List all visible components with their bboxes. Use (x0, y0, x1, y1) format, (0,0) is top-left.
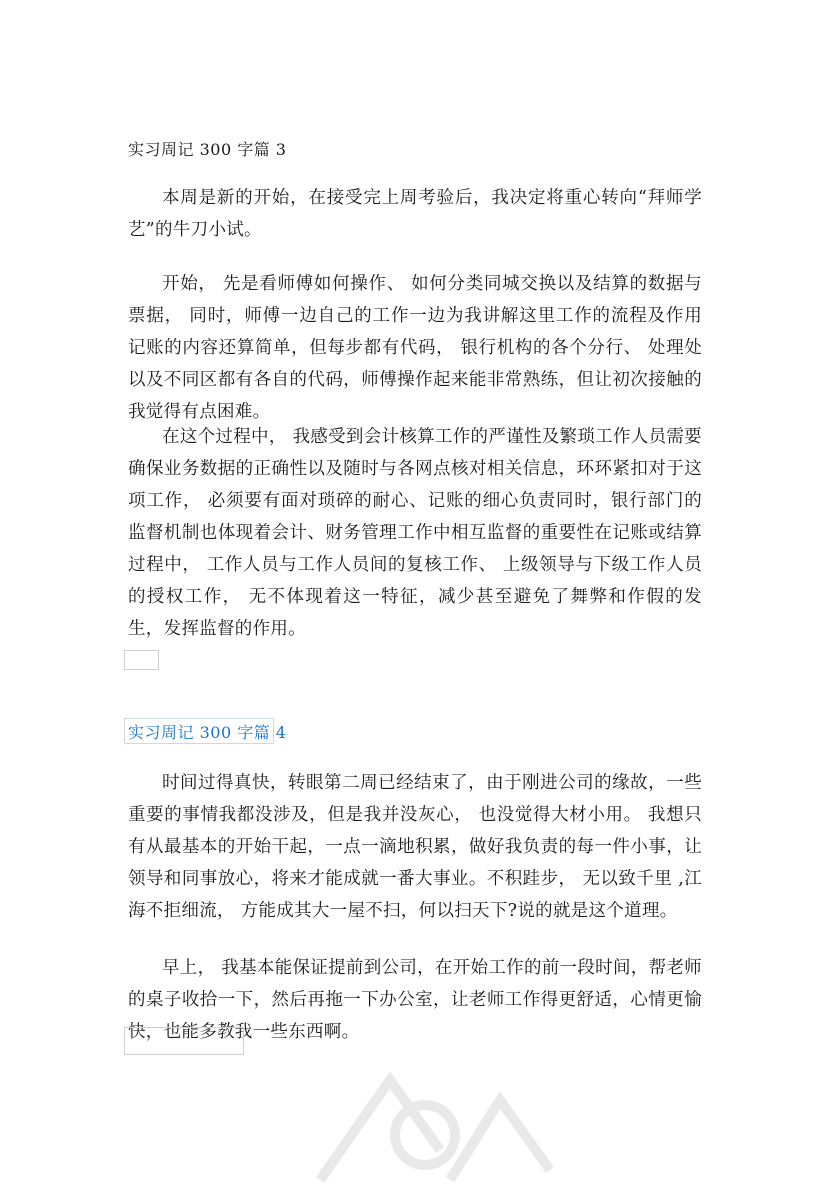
section-4-heading[interactable]: 实习周记 300 字篇 4 (128, 723, 287, 742)
section-3-paragraph-2: 开始， 先是看师傅如何操作、 如何分类同城交换以及结算的数据与票据， 同时，师傅一边自己的工作一边为我讲解这里工作的流程及作用记账的内容还算简单，但每步都有代码， 银行机构的各个分行、 处理处以及不同区都有各自的代码，师傅操作起来能非常熟练，但让初次接触的我觉得有点困难。 (128, 274, 702, 422)
section-4-paragraph-1: 时间过得真快，转眼第二周已经结束了，由于刚进公司的缘故，一些重要的事情我都没涉及，但是我并没灰心， 也没觉得大材小用。 我想只有从最基本的开始干起，一点一滴地积累，做好我负责的每一件小事，让领导和同事放心，将来才能成就一番大事业。不积跬步， 无以致千里 ,江海不拒细流， 方能成其大一屋不扫，何以扫天下?说的就是这个道理。 (128, 773, 702, 921)
selection-box (124, 1027, 244, 1055)
section-3-heading: 实习周记 300 字篇 3 (128, 140, 287, 159)
empty-field-box[interactable] (124, 650, 159, 670)
section-3-paragraph-3: 在这个过程中， 我感受到会计核算工作的严谨性及繁琐工作人员需要确保业务数据的正确性以及随时与各网点核对相关信息，环环紧扣对于这项工作， 必须要有面对琐碎的耐心、记账的细心负责同时，银行部门的监督机制也体现着会计、财务管理工作中相互监督的重要性在记账或结算过程中， 工作人员与工作人员间的复核工作、 上级领导与下级工作人员的授权工作， 无不体现着这一特征，减少甚至避免了舞弊和作假的发生，发挥监督的作用。 (128, 427, 702, 639)
watermark-logo (300, 1060, 560, 1190)
section-4-paragraph-2: 早上， 我基本能保证提前到公司，在开始工作的前一段时间，帮老师的桌子收拾一下，然后再拖一下办公室，让老师工作得更舒适，心情更愉快，也能多教我一些东西啊。 (128, 958, 702, 1042)
section-3-paragraph-1: 本周是新的开始，在接受完上周考验后，我决定将重心转向“拜师学艺”的牛刀小试。 (128, 188, 702, 240)
